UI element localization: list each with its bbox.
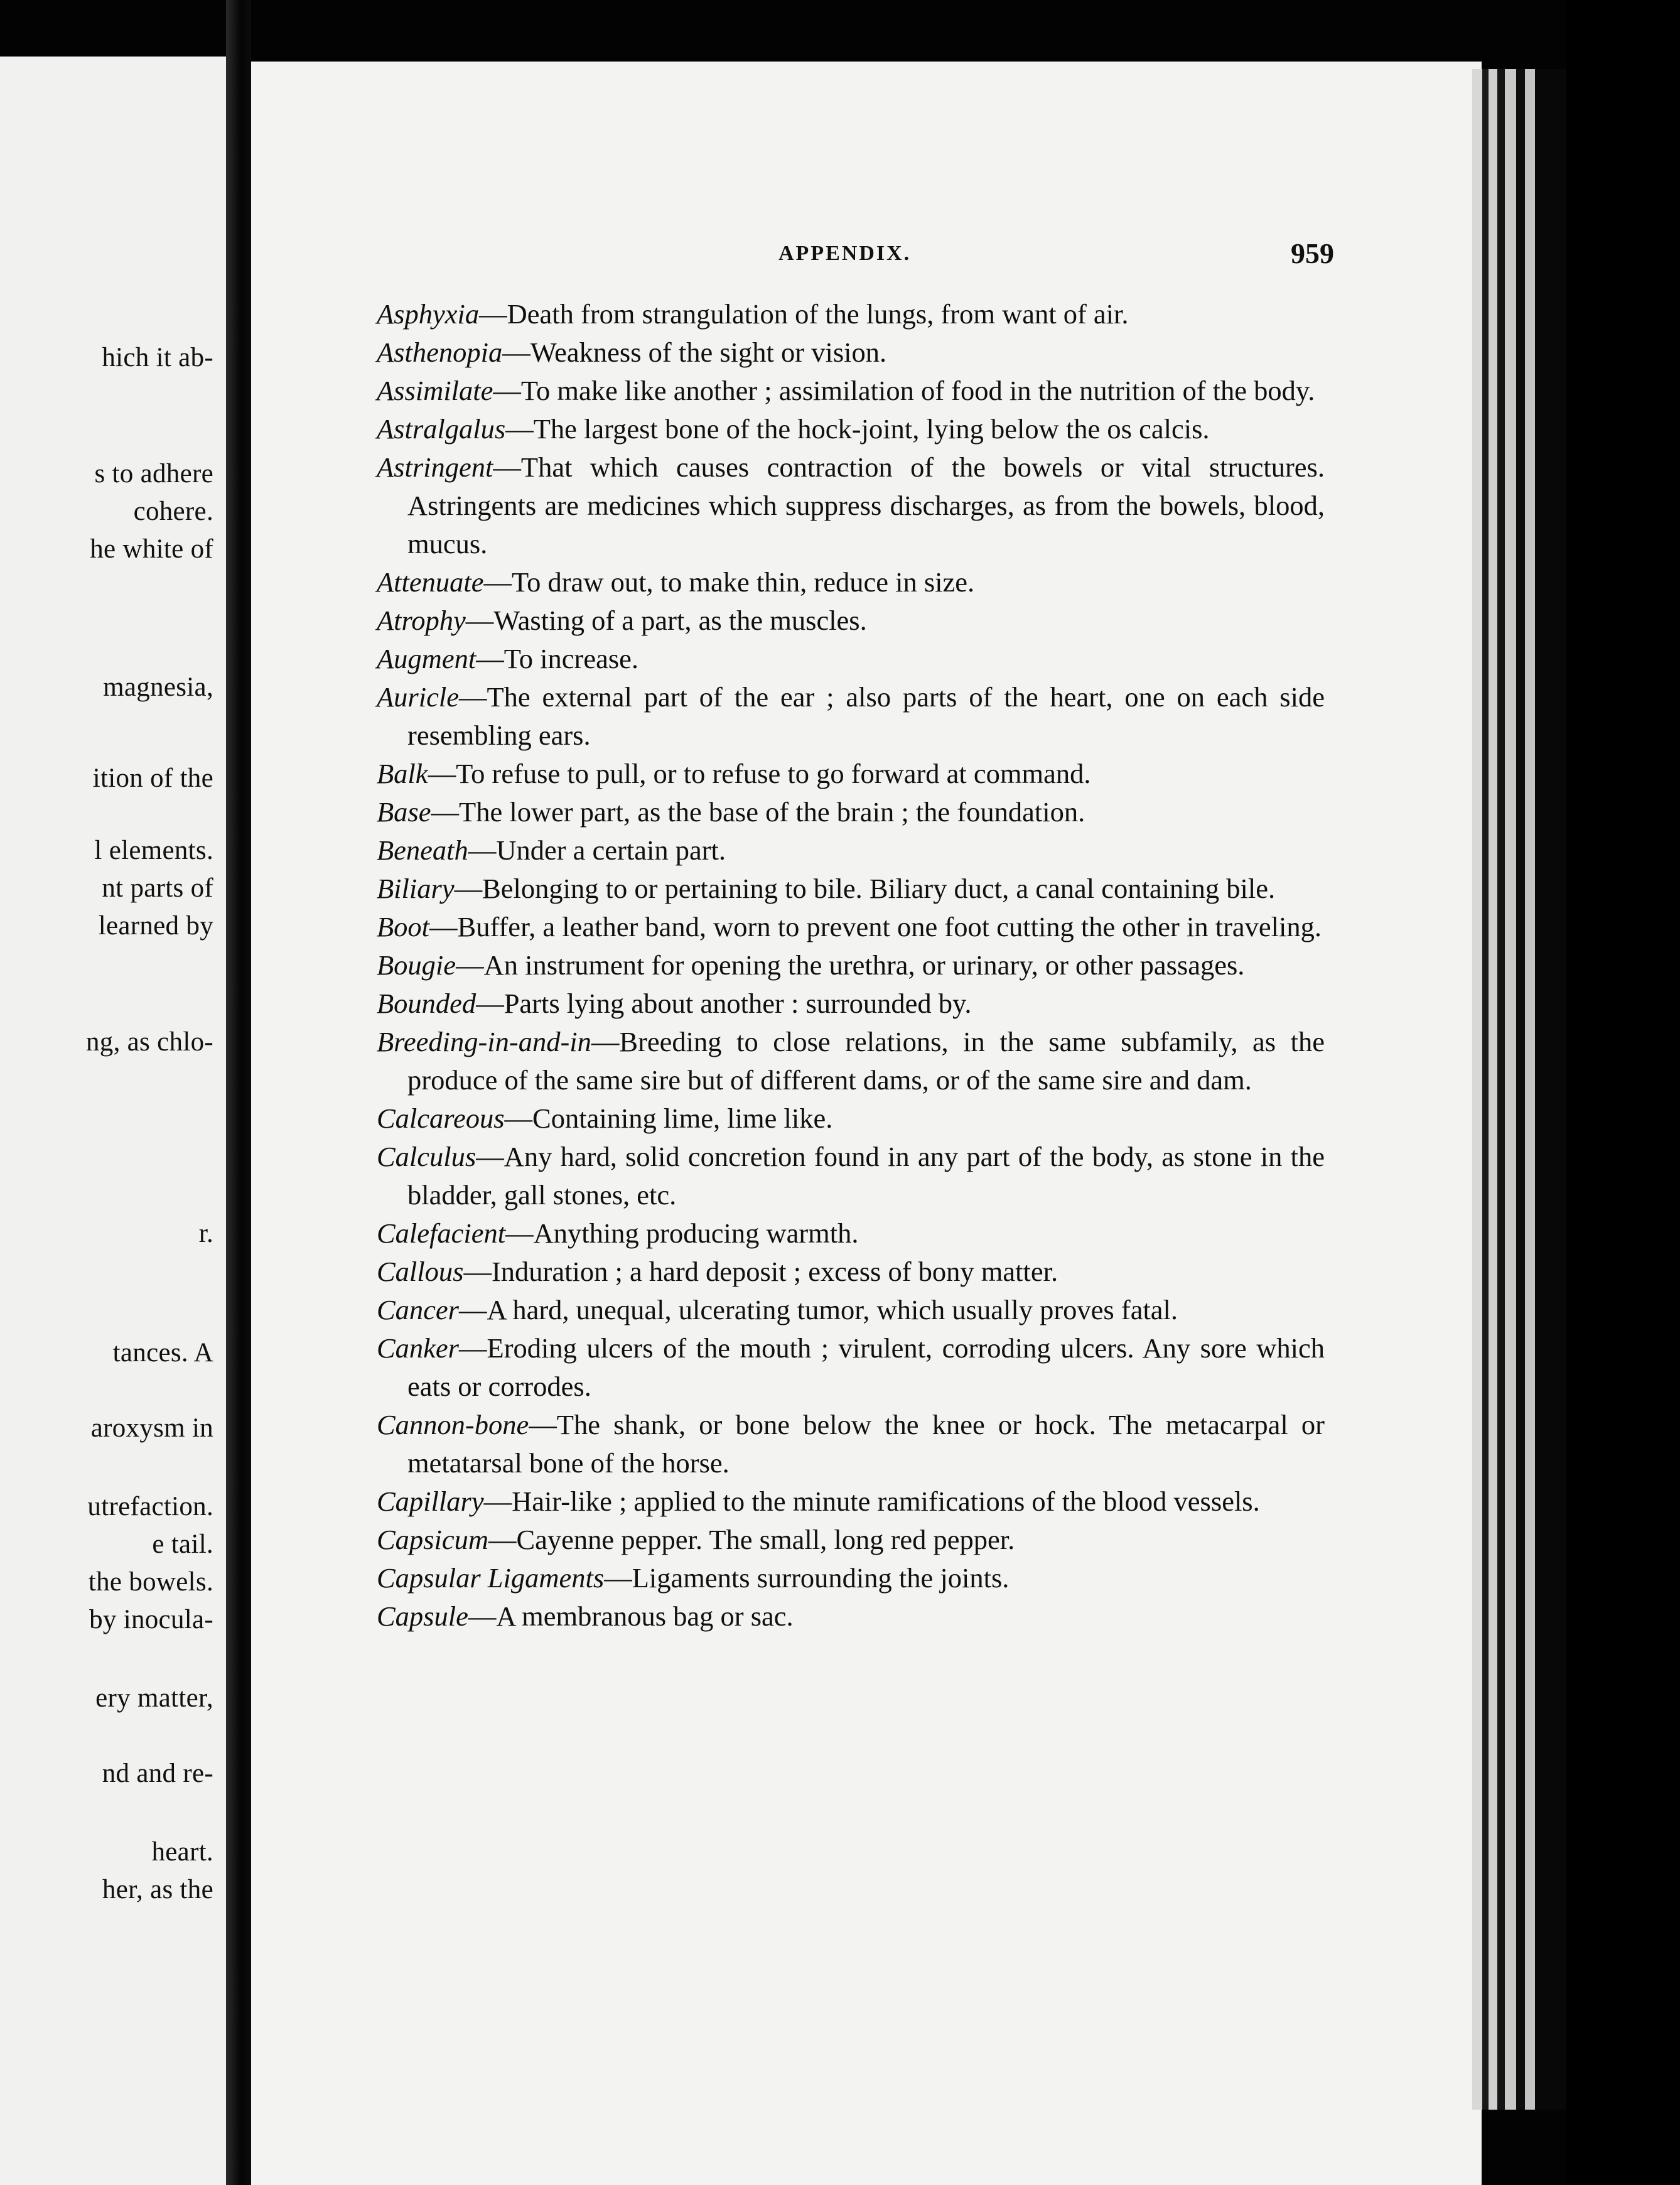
entry-term: Asthenopia [377, 337, 503, 368]
left-page-fragment: learned by [98, 911, 213, 941]
entry-term: Base [377, 796, 431, 828]
left-page-fragment: her, as the [102, 1875, 213, 1904]
entry-definition: —Parts lying about another : surrounded by. [476, 988, 972, 1019]
entry-term: Cancer [377, 1294, 460, 1325]
glossary-entry [377, 1023, 1325, 1099]
entry-term: Capsicum [377, 1524, 488, 1555]
entry-term: Capsule [377, 1600, 468, 1632]
glossary-entry [377, 831, 1325, 870]
entry-term: Calculus [377, 1141, 477, 1172]
entry-term: Bougie [377, 949, 456, 981]
page-edges [1472, 69, 1566, 2110]
glossary-entry [377, 1214, 1325, 1253]
entry-term: Capsular Ligaments [377, 1562, 605, 1594]
entry-definition: —To refuse to pull, or to refuse to go forward at command. [428, 758, 1091, 789]
page-number: 959 [1291, 237, 1334, 269]
entry-definition: —Anything producing warmth. [505, 1217, 859, 1249]
glossary-entry [377, 448, 1325, 563]
entry-definition: —The external part of the ear ; also parts of the heart, one on each side resembling ears. [407, 681, 1325, 751]
glossary-entry [377, 946, 1325, 985]
glossary-entry [377, 755, 1325, 793]
entry-definition: —Buffer, a leather band, worn to prevent one foot cutting the other in traveling. [429, 911, 1322, 942]
entry-term: Bounded [377, 988, 477, 1019]
glossary-entry [377, 1329, 1325, 1406]
left-page-fragment: s to adhere [94, 459, 213, 488]
glossary-entry [377, 410, 1325, 448]
entry-definition: —Eroding ulcers of the mouth ; virulent, corroding ulcers. Any sore which eats or corrodes. [407, 1332, 1325, 1402]
entry-definition: —A membranous bag or sac. [468, 1600, 794, 1632]
entry-definition: —The shank, or bone below the knee or hock. The metacarpal or metatarsal bone of the horse. [407, 1409, 1325, 1479]
glossary-entry [377, 1291, 1325, 1329]
glossary-entry [377, 870, 1325, 908]
entry-term: Attenuate [377, 566, 484, 598]
entry-definition: —That which causes contraction of the bowels or vital structures. Astringents are medicines which suppress discharges, as from the bowels, blood, mucus. [407, 451, 1325, 559]
entry-term: Cannon-bone [377, 1409, 529, 1440]
entry-term: Balk [377, 758, 428, 789]
entry-definition: —Containing lime, lime like. [504, 1103, 833, 1134]
book-gutter [226, 0, 251, 2185]
left-page-fragment: tances. A [112, 1338, 213, 1368]
entry-term: Breeding-in-and-in [377, 1026, 591, 1057]
entry-definition: —Wasting of a part, as the muscles. [465, 605, 867, 636]
entry-term: Canker [377, 1332, 460, 1364]
left-page-fragment: e tail. [152, 1530, 213, 1559]
glossary-entry [377, 1559, 1325, 1597]
running-header [524, 237, 1340, 279]
glossary-entry [377, 1406, 1325, 1482]
entry-term: Astringent [377, 451, 493, 483]
entry-term: Asphyxia [377, 298, 480, 330]
left-page-fragment: l elements. [94, 836, 213, 865]
left-page-fragment: cohere. [133, 497, 213, 526]
entry-definition: —Induration ; a hard deposit ; excess of bony matter. [463, 1256, 1058, 1287]
entry-term: Augment [377, 643, 477, 674]
left-page-fragment: aroxysm in [90, 1413, 213, 1443]
left-page-fragment: by inocula- [89, 1605, 213, 1634]
entry-definition: —The lower part, as the base of the brain ; the foundation. [431, 796, 1085, 828]
entry-definition: —An instrument for opening the urethra, or urinary, or other passages. [456, 949, 1245, 981]
entry-term: Calefacient [377, 1217, 506, 1249]
entry-term: Astralgalus [377, 413, 506, 445]
entry-term: Callous [377, 1256, 464, 1287]
left-page-fragment: ition of the [92, 763, 213, 793]
scan-background [1566, 0, 1680, 2185]
glossary-entry [377, 1253, 1325, 1291]
entry-term: Auricle [377, 681, 459, 713]
left-page-fragment: utrefaction. [87, 1492, 213, 1521]
entry-definition: —To draw out, to make thin, reduce in size. [483, 566, 975, 598]
entry-definition: —Belonging to or pertaining to bile. Biliary duct, a canal containing bile. [454, 873, 1276, 904]
glossary-entry [377, 1482, 1325, 1521]
entry-definition: —Any hard, solid concretion found in any part of the body, as stone in the bladder, gall stones, etc. [407, 1141, 1325, 1211]
left-page-fragment: heart. [151, 1837, 213, 1867]
entry-definition: —Under a certain part. [468, 834, 726, 866]
entry-term: Boot [377, 911, 430, 942]
entry-definition: —Hair-like ; applied to the minute ramifications of the blood vessels. [483, 1486, 1260, 1517]
left-facing-page [0, 57, 226, 2185]
glossary-entry [377, 295, 1325, 333]
entry-term: Biliary [377, 873, 455, 904]
left-page-fragment: nd and re- [102, 1759, 213, 1788]
entry-definition: —Ligaments surrounding the joints. [604, 1562, 1010, 1594]
entry-definition: —To increase. [476, 643, 639, 674]
glossary-entry [377, 602, 1325, 640]
glossary-entry [377, 1099, 1325, 1138]
glossary-entry [377, 908, 1325, 946]
glossary-entry [377, 678, 1325, 755]
entry-definition: —Cayenne pepper. The small, long red pepper. [488, 1524, 1015, 1555]
glossary-entry [377, 1597, 1325, 1636]
left-page-fragment: nt parts of [102, 873, 213, 903]
left-page-fragment: he white of [90, 534, 213, 564]
entry-term: Capillary [377, 1486, 484, 1517]
glossary-entry [377, 333, 1325, 372]
glossary-entry [377, 372, 1325, 410]
entry-term: Beneath [377, 834, 468, 866]
entry-definition: —A hard, unequal, ulcerating tumor, which usually proves fatal. [459, 1294, 1178, 1325]
left-page-fragment: ery matter, [95, 1683, 213, 1713]
left-page-fragment: ng, as chlo- [85, 1027, 213, 1057]
entry-definition: —Death from strangulation of the lungs, from want of air. [479, 298, 1129, 330]
left-page-fragment: hich it ab- [102, 343, 213, 372]
entry-definition: —Weakness of the sight or vision. [502, 337, 887, 368]
glossary-entries [377, 295, 1325, 1636]
entry-definition: —To make like another ; assimilation of food in the nutrition of the body. [493, 375, 1315, 406]
entry-definition: —Breeding to close relations, in the same subfamily, as the produce of the same sire but of different dams, or of the same sire and dam. [407, 1026, 1325, 1096]
left-page-fragment: the bowels. [88, 1567, 213, 1597]
entry-definition: —The largest bone of the hock-joint, lying below the os calcis. [505, 413, 1210, 445]
glossary-entry [377, 1138, 1325, 1214]
entry-term: Atrophy [377, 605, 466, 636]
header-title: APPENDIX. [778, 242, 912, 265]
left-page-fragment: magnesia, [103, 672, 213, 702]
glossary-entry [377, 793, 1325, 831]
left-page-fragment: r. [198, 1219, 213, 1248]
glossary-entry [377, 1521, 1325, 1559]
entry-term: Assimilate [377, 375, 493, 406]
glossary-entry [377, 640, 1325, 678]
glossary-entry [377, 985, 1325, 1023]
glossary-entry [377, 563, 1325, 602]
entry-term: Calcareous [377, 1103, 505, 1134]
